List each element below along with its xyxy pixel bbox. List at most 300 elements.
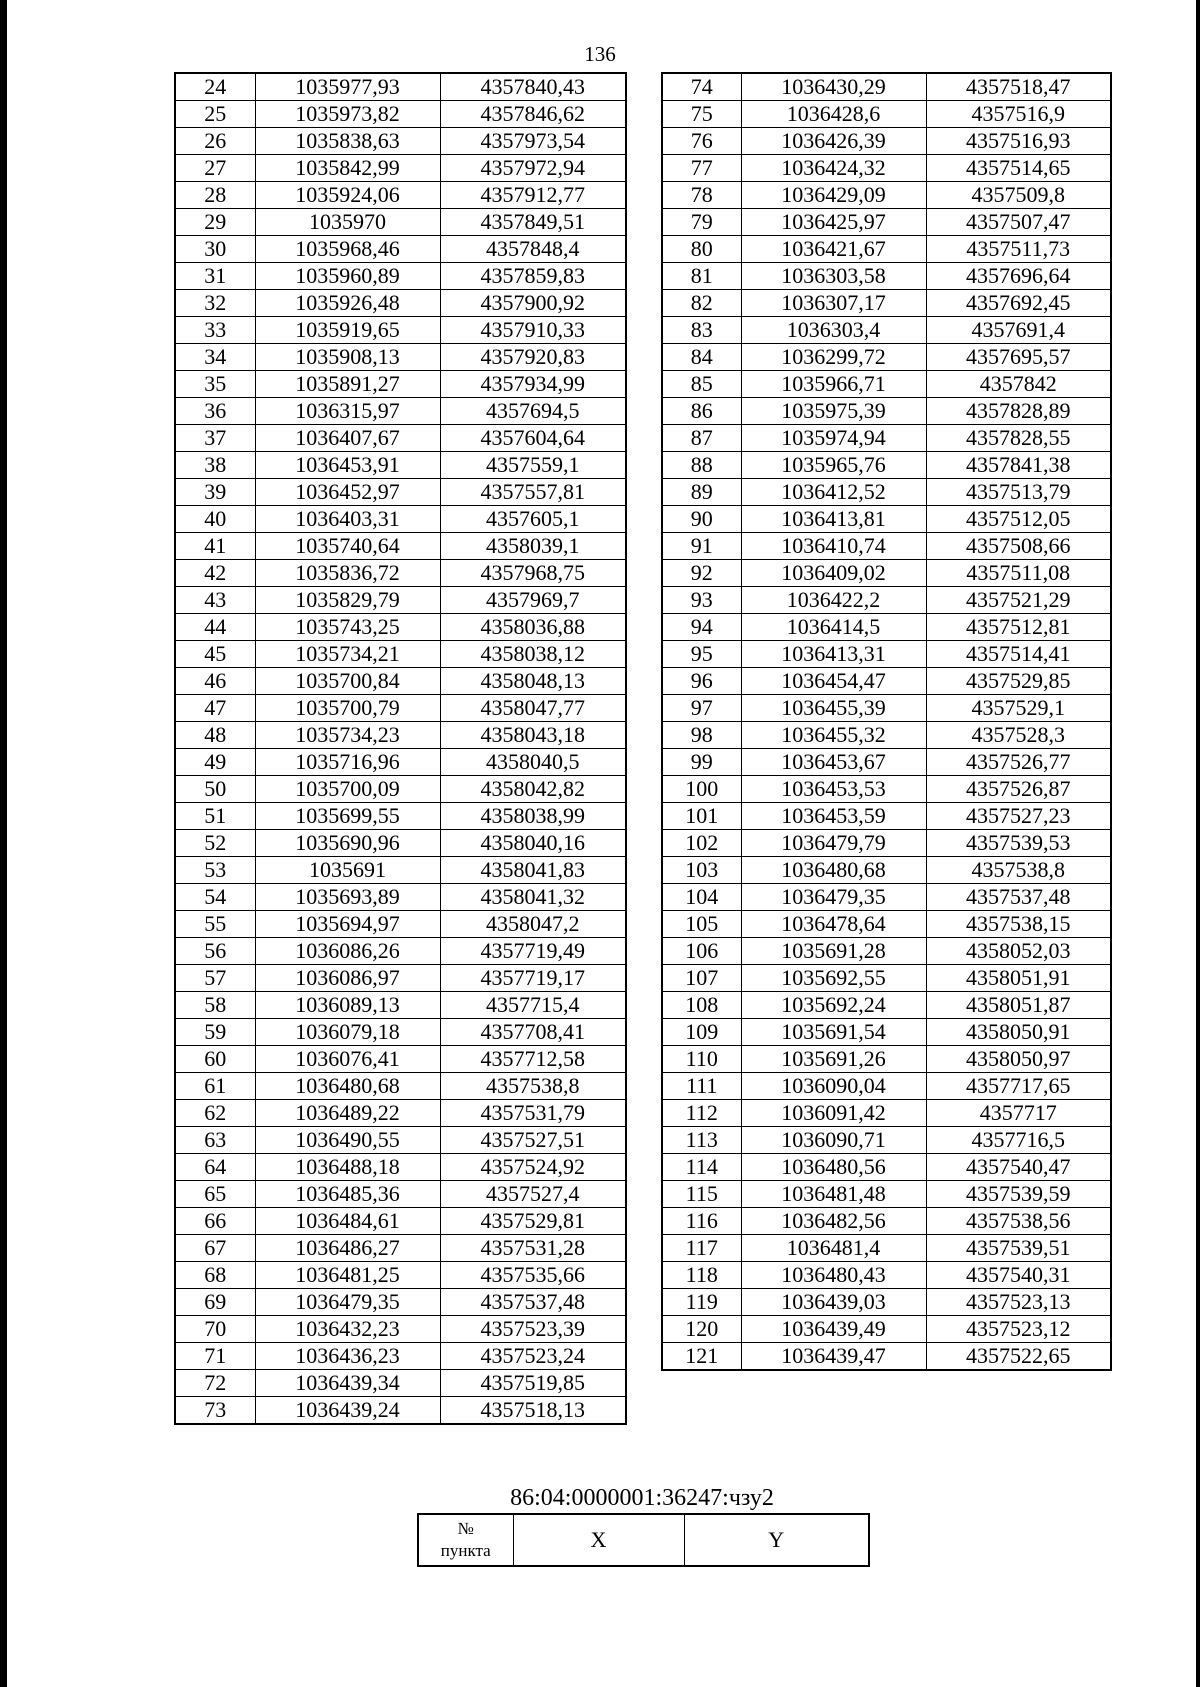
y-coordinate: 4357540,47 bbox=[926, 1154, 1111, 1181]
x-coordinate: 1035974,94 bbox=[741, 425, 926, 452]
x-coordinate: 1036409,02 bbox=[741, 560, 926, 587]
point-number: 44 bbox=[175, 614, 255, 641]
table-row bbox=[662, 641, 1111, 668]
point-number: 94 bbox=[662, 614, 741, 641]
table-row bbox=[662, 452, 1111, 479]
x-coordinate: 1035842,99 bbox=[255, 155, 440, 182]
table-row bbox=[662, 965, 1111, 992]
table-row bbox=[662, 506, 1111, 533]
point-number: 27 bbox=[175, 155, 255, 182]
x-coordinate: 1035693,89 bbox=[255, 884, 440, 911]
point-number: 36 bbox=[175, 398, 255, 425]
point-number: 97 bbox=[662, 695, 741, 722]
point-number: 45 bbox=[175, 641, 255, 668]
y-coordinate: 4357518,47 bbox=[926, 73, 1111, 101]
table-row bbox=[662, 290, 1111, 317]
x-coordinate: 1035924,06 bbox=[255, 182, 440, 209]
point-number: 86 bbox=[662, 398, 741, 425]
y-coordinate: 4357508,66 bbox=[926, 533, 1111, 560]
table-row bbox=[662, 344, 1111, 371]
y-coordinate: 4357900,92 bbox=[440, 290, 626, 317]
table-row bbox=[175, 371, 626, 398]
y-coordinate: 4357529,1 bbox=[926, 695, 1111, 722]
point-number: 78 bbox=[662, 182, 741, 209]
table-row bbox=[662, 857, 1111, 884]
coordinates-table-right bbox=[661, 72, 1112, 1371]
point-number: 40 bbox=[175, 506, 255, 533]
table-row bbox=[175, 1262, 626, 1289]
y-coordinate: 4357708,41 bbox=[440, 1019, 626, 1046]
y-coordinate: 4357559,1 bbox=[440, 452, 626, 479]
point-number: 56 bbox=[175, 938, 255, 965]
table-row bbox=[175, 938, 626, 965]
x-coordinate: 1036454,47 bbox=[741, 668, 926, 695]
table-row bbox=[175, 1046, 626, 1073]
point-number: 110 bbox=[662, 1046, 741, 1073]
x-coordinate: 1036407,67 bbox=[255, 425, 440, 452]
table-row bbox=[175, 965, 626, 992]
table-row bbox=[662, 1289, 1111, 1316]
y-coordinate: 4357717,65 bbox=[926, 1073, 1111, 1100]
table-row bbox=[175, 857, 626, 884]
y-coordinate: 4357694,5 bbox=[440, 398, 626, 425]
y-coordinate: 4357696,64 bbox=[926, 263, 1111, 290]
point-number: 58 bbox=[175, 992, 255, 1019]
point-number: 24 bbox=[175, 73, 255, 101]
y-coordinate: 4357512,05 bbox=[926, 506, 1111, 533]
point-number: 54 bbox=[175, 884, 255, 911]
point-number: 102 bbox=[662, 830, 741, 857]
table-row bbox=[662, 1127, 1111, 1154]
y-coordinate: 4358038,99 bbox=[440, 803, 626, 830]
point-number: 29 bbox=[175, 209, 255, 236]
point-number: 31 bbox=[175, 263, 255, 290]
x-coordinate: 1035743,25 bbox=[255, 614, 440, 641]
table-row bbox=[662, 911, 1111, 938]
point-number: 81 bbox=[662, 263, 741, 290]
x-coordinate: 1036481,48 bbox=[741, 1181, 926, 1208]
x-coordinate: 1035699,55 bbox=[255, 803, 440, 830]
y-coordinate: 4357539,51 bbox=[926, 1235, 1111, 1262]
table-row bbox=[662, 587, 1111, 614]
y-coordinate: 4358036,88 bbox=[440, 614, 626, 641]
y-coordinate: 4357539,59 bbox=[926, 1181, 1111, 1208]
table-row bbox=[175, 1316, 626, 1343]
y-coordinate: 4357538,8 bbox=[440, 1073, 626, 1100]
table-row bbox=[175, 884, 626, 911]
table-row bbox=[662, 695, 1111, 722]
x-coordinate: 1036480,68 bbox=[741, 857, 926, 884]
y-coordinate: 4357934,99 bbox=[440, 371, 626, 398]
y-coordinate: 4357518,13 bbox=[440, 1397, 626, 1425]
point-number: 87 bbox=[662, 425, 741, 452]
table-row bbox=[662, 1154, 1111, 1181]
y-coordinate: 4357840,43 bbox=[440, 73, 626, 101]
table-row bbox=[662, 371, 1111, 398]
point-number: 69 bbox=[175, 1289, 255, 1316]
y-coordinate: 4358040,5 bbox=[440, 749, 626, 776]
x-coordinate: 1036452,97 bbox=[255, 479, 440, 506]
x-coordinate: 1035691,26 bbox=[741, 1046, 926, 1073]
table-row bbox=[662, 1019, 1111, 1046]
table-row bbox=[662, 1046, 1111, 1073]
y-coordinate: 4357828,89 bbox=[926, 398, 1111, 425]
y-coordinate: 4357910,33 bbox=[440, 317, 626, 344]
table-row bbox=[175, 1154, 626, 1181]
point-number: 85 bbox=[662, 371, 741, 398]
x-coordinate: 1035965,76 bbox=[741, 452, 926, 479]
table-row bbox=[175, 1343, 626, 1370]
x-coordinate: 1036413,31 bbox=[741, 641, 926, 668]
x-coordinate: 1036481,25 bbox=[255, 1262, 440, 1289]
point-number: 105 bbox=[662, 911, 741, 938]
x-coordinate: 1036478,64 bbox=[741, 911, 926, 938]
y-coordinate: 4357972,94 bbox=[440, 155, 626, 182]
x-coordinate: 1036455,32 bbox=[741, 722, 926, 749]
y-coordinate: 4357522,65 bbox=[926, 1343, 1111, 1371]
table-row bbox=[175, 317, 626, 344]
point-number: 43 bbox=[175, 587, 255, 614]
point-number: 34 bbox=[175, 344, 255, 371]
point-number: 83 bbox=[662, 317, 741, 344]
point-number: 119 bbox=[662, 1289, 741, 1316]
x-coordinate: 1036453,53 bbox=[741, 776, 926, 803]
x-coordinate: 1035891,27 bbox=[255, 371, 440, 398]
x-coordinate: 1035838,63 bbox=[255, 128, 440, 155]
y-coordinate: 4358038,12 bbox=[440, 641, 626, 668]
table-row bbox=[175, 749, 626, 776]
table-row bbox=[662, 1073, 1111, 1100]
point-number: 64 bbox=[175, 1154, 255, 1181]
point-number: 48 bbox=[175, 722, 255, 749]
y-coordinate: 4357842 bbox=[926, 371, 1111, 398]
y-coordinate: 4357527,23 bbox=[926, 803, 1111, 830]
point-number: 47 bbox=[175, 695, 255, 722]
number-sign: № bbox=[457, 1519, 474, 1538]
point-number: 118 bbox=[662, 1262, 741, 1289]
point-number: 33 bbox=[175, 317, 255, 344]
x-coordinate: 1036429,09 bbox=[741, 182, 926, 209]
x-coordinate: 1035977,93 bbox=[255, 73, 440, 101]
table-row bbox=[662, 992, 1111, 1019]
y-coordinate: 4357604,64 bbox=[440, 425, 626, 452]
y-coordinate: 4357516,93 bbox=[926, 128, 1111, 155]
y-coordinate: 4357537,48 bbox=[440, 1289, 626, 1316]
x-coordinate: 1036079,18 bbox=[255, 1019, 440, 1046]
y-coordinate: 4357538,15 bbox=[926, 911, 1111, 938]
point-number: 117 bbox=[662, 1235, 741, 1262]
x-coordinate: 1035908,13 bbox=[255, 344, 440, 371]
point-number: 106 bbox=[662, 938, 741, 965]
point-number: 65 bbox=[175, 1181, 255, 1208]
coordinates-header-table bbox=[417, 1513, 870, 1567]
x-coordinate: 1035692,55 bbox=[741, 965, 926, 992]
x-header: X bbox=[513, 1514, 684, 1566]
y-coordinate: 4358042,82 bbox=[440, 776, 626, 803]
x-coordinate: 1036439,03 bbox=[741, 1289, 926, 1316]
y-coordinate: 4358050,97 bbox=[926, 1046, 1111, 1073]
x-coordinate: 1035926,48 bbox=[255, 290, 440, 317]
x-coordinate: 1036089,13 bbox=[255, 992, 440, 1019]
table-row bbox=[662, 614, 1111, 641]
x-coordinate: 1036076,41 bbox=[255, 1046, 440, 1073]
x-coordinate: 1035960,89 bbox=[255, 263, 440, 290]
point-number: 108 bbox=[662, 992, 741, 1019]
x-coordinate: 1036425,97 bbox=[741, 209, 926, 236]
x-coordinate: 1035734,21 bbox=[255, 641, 440, 668]
y-coordinate: 4358051,91 bbox=[926, 965, 1111, 992]
y-coordinate: 4357523,39 bbox=[440, 1316, 626, 1343]
x-coordinate: 1036453,59 bbox=[741, 803, 926, 830]
table-row bbox=[175, 911, 626, 938]
y-coordinate: 4357519,85 bbox=[440, 1370, 626, 1397]
x-coordinate: 1035829,79 bbox=[255, 587, 440, 614]
point-number: 112 bbox=[662, 1100, 741, 1127]
y-coordinate: 4357531,28 bbox=[440, 1235, 626, 1262]
table-row bbox=[175, 1100, 626, 1127]
table-row bbox=[662, 73, 1111, 101]
x-coordinate: 1036430,29 bbox=[741, 73, 926, 101]
point-number: 57 bbox=[175, 965, 255, 992]
y-coordinate: 4357973,54 bbox=[440, 128, 626, 155]
point-number: 30 bbox=[175, 236, 255, 263]
y-coordinate: 4357841,38 bbox=[926, 452, 1111, 479]
table-row bbox=[662, 722, 1111, 749]
x-coordinate: 1036453,91 bbox=[255, 452, 440, 479]
table-row bbox=[662, 884, 1111, 911]
y-coordinate: 4357527,4 bbox=[440, 1181, 626, 1208]
table-row bbox=[662, 155, 1111, 182]
x-coordinate: 1035973,82 bbox=[255, 101, 440, 128]
point-number: 68 bbox=[175, 1262, 255, 1289]
point-number: 111 bbox=[662, 1073, 741, 1100]
y-coordinate: 4357848,4 bbox=[440, 236, 626, 263]
table-row bbox=[175, 1073, 626, 1100]
x-coordinate: 1036424,32 bbox=[741, 155, 926, 182]
header-row bbox=[418, 1514, 869, 1566]
y-coordinate: 4357511,73 bbox=[926, 236, 1111, 263]
table-row bbox=[662, 1208, 1111, 1235]
point-number-header bbox=[418, 1514, 513, 1566]
table-row bbox=[175, 344, 626, 371]
x-coordinate: 1035740,64 bbox=[255, 533, 440, 560]
table-row bbox=[175, 263, 626, 290]
y-coordinate: 4358047,2 bbox=[440, 911, 626, 938]
y-coordinate: 4357526,77 bbox=[926, 749, 1111, 776]
point-number: 77 bbox=[662, 155, 741, 182]
table-row bbox=[662, 1262, 1111, 1289]
y-coordinate: 4357969,7 bbox=[440, 587, 626, 614]
table-row bbox=[175, 992, 626, 1019]
table-row bbox=[175, 1127, 626, 1154]
x-coordinate: 1036428,6 bbox=[741, 101, 926, 128]
y-coordinate: 4357531,79 bbox=[440, 1100, 626, 1127]
y-coordinate: 4357521,29 bbox=[926, 587, 1111, 614]
point-number: 93 bbox=[662, 587, 741, 614]
table-row bbox=[175, 128, 626, 155]
parcel-caption: 86:04:0000001:36247:чзу2 bbox=[510, 1485, 774, 1511]
point-number: 98 bbox=[662, 722, 741, 749]
table-row bbox=[175, 1397, 626, 1425]
x-coordinate: 1036482,56 bbox=[741, 1208, 926, 1235]
table-row bbox=[175, 830, 626, 857]
table-row bbox=[175, 73, 626, 101]
y-coordinate: 4358051,87 bbox=[926, 992, 1111, 1019]
y-coordinate: 4357557,81 bbox=[440, 479, 626, 506]
x-coordinate: 1036479,35 bbox=[255, 1289, 440, 1316]
table-row bbox=[175, 722, 626, 749]
table-row bbox=[175, 1370, 626, 1397]
point-number: 82 bbox=[662, 290, 741, 317]
y-header: Y bbox=[684, 1514, 869, 1566]
point-number: 41 bbox=[175, 533, 255, 560]
point-number: 99 bbox=[662, 749, 741, 776]
x-coordinate: 1036488,18 bbox=[255, 1154, 440, 1181]
table-row bbox=[662, 776, 1111, 803]
scan-edge-left bbox=[0, 0, 7, 1687]
point-number: 76 bbox=[662, 128, 741, 155]
y-coordinate: 4357695,57 bbox=[926, 344, 1111, 371]
table-row bbox=[662, 479, 1111, 506]
table-row bbox=[175, 425, 626, 452]
y-coordinate: 4358039,1 bbox=[440, 533, 626, 560]
x-coordinate: 1036299,72 bbox=[741, 344, 926, 371]
x-coordinate: 1035919,65 bbox=[255, 317, 440, 344]
table-row bbox=[662, 668, 1111, 695]
table-row bbox=[662, 938, 1111, 965]
y-coordinate: 4357511,08 bbox=[926, 560, 1111, 587]
x-coordinate: 1035716,96 bbox=[255, 749, 440, 776]
point-number: 42 bbox=[175, 560, 255, 587]
x-coordinate: 1035691,54 bbox=[741, 1019, 926, 1046]
x-coordinate: 1036412,52 bbox=[741, 479, 926, 506]
point-number: 52 bbox=[175, 830, 255, 857]
point-number: 38 bbox=[175, 452, 255, 479]
y-coordinate: 4357516,9 bbox=[926, 101, 1111, 128]
x-coordinate: 1035975,39 bbox=[741, 398, 926, 425]
x-coordinate: 1036439,47 bbox=[741, 1343, 926, 1371]
x-coordinate: 1036315,97 bbox=[255, 398, 440, 425]
y-coordinate: 4358043,18 bbox=[440, 722, 626, 749]
y-coordinate: 4357828,55 bbox=[926, 425, 1111, 452]
point-number: 51 bbox=[175, 803, 255, 830]
table-row bbox=[175, 506, 626, 533]
x-coordinate: 1035968,46 bbox=[255, 236, 440, 263]
coordinates-table-left bbox=[174, 72, 627, 1425]
y-coordinate: 4357529,85 bbox=[926, 668, 1111, 695]
table-row bbox=[662, 398, 1111, 425]
table-row bbox=[662, 317, 1111, 344]
x-coordinate: 1035734,23 bbox=[255, 722, 440, 749]
table-row bbox=[175, 1235, 626, 1262]
x-coordinate: 1036307,17 bbox=[741, 290, 926, 317]
table-row bbox=[175, 1019, 626, 1046]
point-number: 84 bbox=[662, 344, 741, 371]
point-number: 53 bbox=[175, 857, 255, 884]
point-number: 96 bbox=[662, 668, 741, 695]
point-number: 62 bbox=[175, 1100, 255, 1127]
point-number: 35 bbox=[175, 371, 255, 398]
table-row bbox=[175, 641, 626, 668]
y-coordinate: 4357968,75 bbox=[440, 560, 626, 587]
table-row bbox=[175, 668, 626, 695]
x-coordinate: 1036480,68 bbox=[255, 1073, 440, 1100]
x-coordinate: 1036422,2 bbox=[741, 587, 926, 614]
y-coordinate: 4357528,3 bbox=[926, 722, 1111, 749]
x-coordinate: 1036414,5 bbox=[741, 614, 926, 641]
table-row bbox=[175, 155, 626, 182]
table-row bbox=[175, 182, 626, 209]
x-coordinate: 1036090,71 bbox=[741, 1127, 926, 1154]
y-coordinate: 4357605,1 bbox=[440, 506, 626, 533]
y-coordinate: 4357691,4 bbox=[926, 317, 1111, 344]
x-coordinate: 1036489,22 bbox=[255, 1100, 440, 1127]
y-coordinate: 4357717 bbox=[926, 1100, 1111, 1127]
x-coordinate: 1036432,23 bbox=[255, 1316, 440, 1343]
x-coordinate: 1035700,79 bbox=[255, 695, 440, 722]
point-number: 121 bbox=[662, 1343, 741, 1371]
table-row bbox=[175, 1208, 626, 1235]
point-number: 26 bbox=[175, 128, 255, 155]
scan-edge-right bbox=[1196, 0, 1200, 1687]
table-row bbox=[175, 290, 626, 317]
table-row bbox=[175, 614, 626, 641]
y-coordinate: 4357538,56 bbox=[926, 1208, 1111, 1235]
point-number: 114 bbox=[662, 1154, 741, 1181]
y-coordinate: 4358047,77 bbox=[440, 695, 626, 722]
point-number: 73 bbox=[175, 1397, 255, 1425]
x-coordinate: 1036439,24 bbox=[255, 1397, 440, 1425]
point-number: 63 bbox=[175, 1127, 255, 1154]
y-coordinate: 4357509,8 bbox=[926, 182, 1111, 209]
table-row bbox=[662, 236, 1111, 263]
x-coordinate: 1036490,55 bbox=[255, 1127, 440, 1154]
y-coordinate: 4358041,83 bbox=[440, 857, 626, 884]
y-coordinate: 4357920,83 bbox=[440, 344, 626, 371]
y-coordinate: 4357539,53 bbox=[926, 830, 1111, 857]
y-coordinate: 4357523,24 bbox=[440, 1343, 626, 1370]
y-coordinate: 4357715,4 bbox=[440, 992, 626, 1019]
point-number: 50 bbox=[175, 776, 255, 803]
page-number: 136 bbox=[584, 42, 616, 66]
x-coordinate: 1036303,58 bbox=[741, 263, 926, 290]
x-coordinate: 1035691 bbox=[255, 857, 440, 884]
x-coordinate: 1036426,39 bbox=[741, 128, 926, 155]
x-coordinate: 1036481,4 bbox=[741, 1235, 926, 1262]
point-number: 101 bbox=[662, 803, 741, 830]
y-coordinate: 4357846,62 bbox=[440, 101, 626, 128]
x-coordinate: 1036436,23 bbox=[255, 1343, 440, 1370]
x-coordinate: 1036453,67 bbox=[741, 749, 926, 776]
y-coordinate: 4357514,65 bbox=[926, 155, 1111, 182]
table-row bbox=[662, 1316, 1111, 1343]
y-coordinate: 4357513,79 bbox=[926, 479, 1111, 506]
y-coordinate: 4357524,92 bbox=[440, 1154, 626, 1181]
point-number: 67 bbox=[175, 1235, 255, 1262]
y-coordinate: 4357538,8 bbox=[926, 857, 1111, 884]
point-number: 25 bbox=[175, 101, 255, 128]
table-row bbox=[175, 587, 626, 614]
y-coordinate: 4358048,13 bbox=[440, 668, 626, 695]
x-coordinate: 1036485,36 bbox=[255, 1181, 440, 1208]
point-number: 116 bbox=[662, 1208, 741, 1235]
y-coordinate: 4357712,58 bbox=[440, 1046, 626, 1073]
table-row bbox=[175, 533, 626, 560]
x-coordinate: 1036421,67 bbox=[741, 236, 926, 263]
y-coordinate: 4357523,13 bbox=[926, 1289, 1111, 1316]
y-coordinate: 4357859,83 bbox=[440, 263, 626, 290]
x-coordinate: 1036303,4 bbox=[741, 317, 926, 344]
